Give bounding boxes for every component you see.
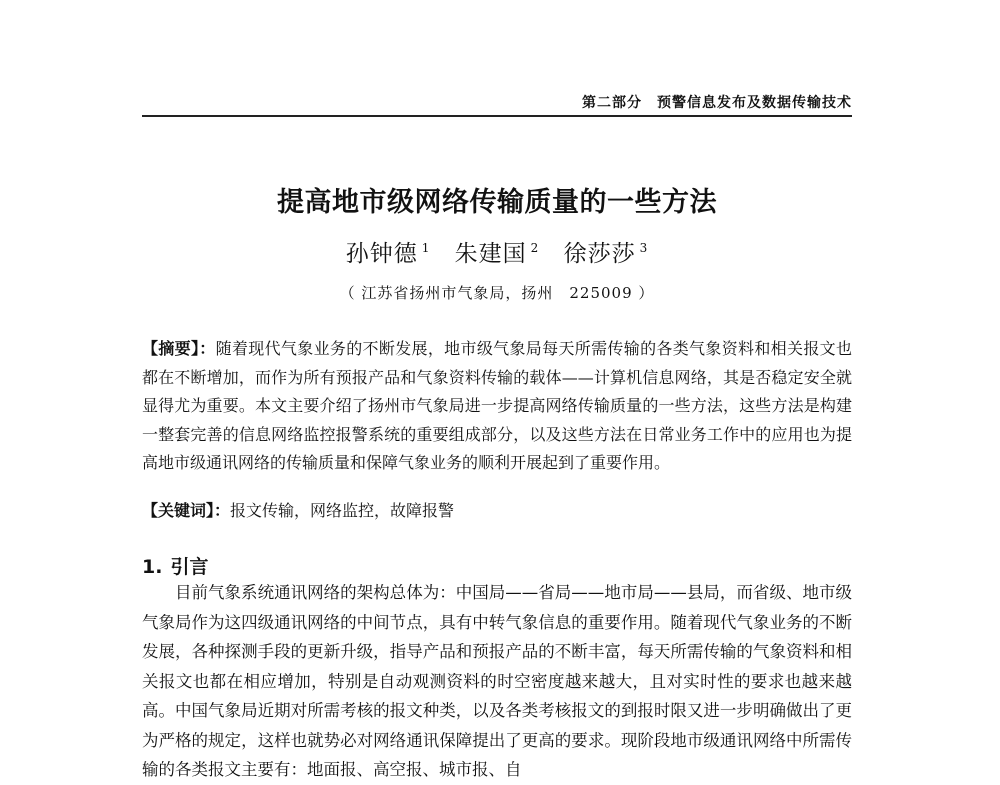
running-header: 第二部分 预警信息发布及数据传输技术 [582, 95, 852, 111]
author-name: 朱建国 [454, 241, 527, 267]
section-number: 1. [142, 556, 163, 578]
section-heading-introduction [142, 552, 852, 579]
keywords-label: 【关键词】： [142, 501, 231, 520]
affiliation: （ 江苏省扬州市气象局，扬州 225009 ） [339, 284, 655, 302]
abstract [142, 335, 852, 478]
author [564, 235, 649, 268]
paper-title: 提高地市级网络传输质量的一些方法 [277, 187, 717, 218]
author-name: 孙钟德 [345, 241, 418, 267]
affiliation-marker: 1 [421, 241, 431, 256]
abstract-text: 随着现代气象业务的不断发展，地市级气象局每天所需传输的各类气象资料和相关报文也都在不断增加，而作为所有预报产品和气象资料传输的载体——计算机信息网络，其是否稳定安全就显得尤为重要。本文主要介绍了扬州市气象局进一步提高网络传输质量的一些方法，这些方法是构建一整套完善的信息网络监控报警系统的重要组成部分，以及这些方法在日常业务工作中的应用也为提高地市级通讯网络的传输质量和保障气象业务的顺利开展起到了重要作用。 [142, 339, 852, 472]
author-list [142, 235, 852, 268]
keywords-text: 报文传输，网络监控，故障报警 [230, 501, 455, 520]
keywords [142, 497, 852, 526]
author [455, 235, 540, 268]
introduction-paragraph: 目前气象系统通讯网络的架构总体为：中国局——省局——地市局——县局，而省级、地市级气象局作为这四级通讯网络的中间节点，具有中转气象信息的重要作用。随着现代气象业务的不断发展，各种探测手段的更新升级，指导产品和预报产品的不断丰富，每天所需传输的气象资料和相关报文也都在相应增加，特别是自动观测资料的时空密度越来越大，且对实时性的要求也越来越高。中国气象局近期对所需考核的报文种类，以及各类考核报文的到报时限又进一步明确做出了更为严格的规定，这样也就势必对网络通讯保障提出了更高的要求。现阶段地市级通讯网络中所需传输的各类报文主要有：地面报、高空报、城市报、自 [142, 583, 852, 779]
section-title: 引言 [170, 556, 209, 578]
header-rule [142, 115, 852, 117]
affiliation-marker: 2 [530, 241, 540, 256]
author [346, 235, 431, 268]
abstract-label: 【摘要】： [142, 339, 216, 358]
affiliation-marker: 3 [639, 241, 649, 256]
author-name: 徐莎莎 [563, 241, 636, 267]
